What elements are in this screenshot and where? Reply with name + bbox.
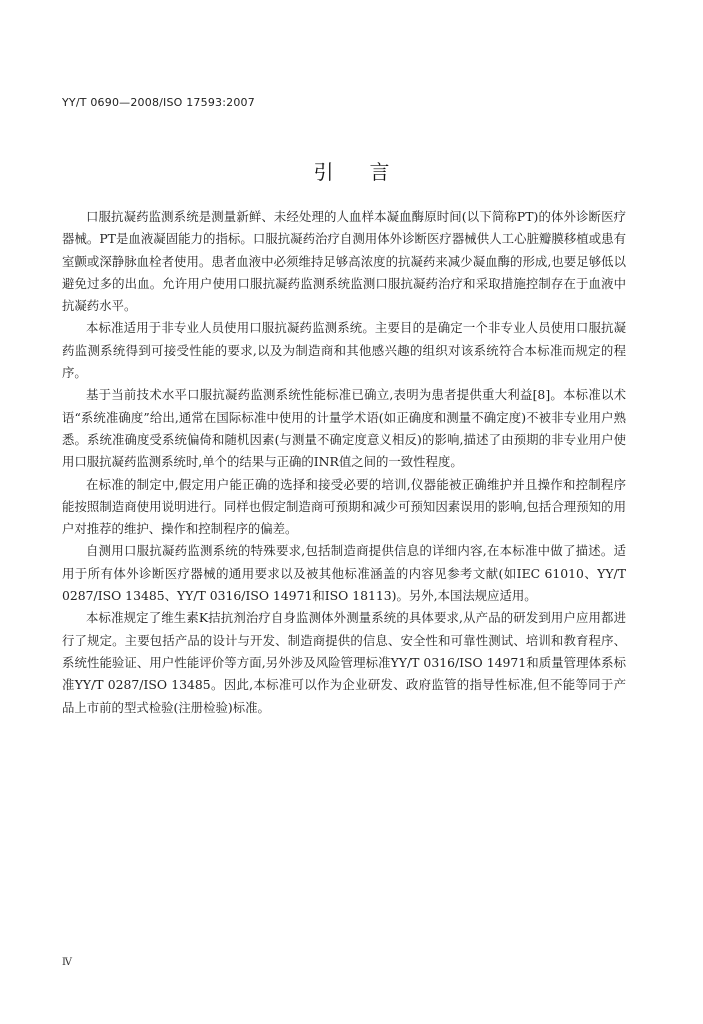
paragraph-4: 在标准的制定中,假定用户能正确的选择和接受必要的培训,仪器能被正确维护并且操作和控制程序能按照制造商使用说明进行。同样也假定制造商可预期和减少可预知因素误用的影响,包括合理预知的用户对推荐的维护、操作和控制程序的偏差。 bbox=[62, 476, 626, 537]
paragraph-6: 本标准规定了维生素K拮抗剂治疗自身监测体外测量系统的具体要求,从产品的研发到用户应用都进行了规定。主要包括产品的设计与开发、制造商提供的信息、安全性和可靠性测试、培训和教育程序、系统性能验证、用户性能评价等方面,另外涉及风险管理标准YY/T 0316/ISO 14971和质量管理体系标准YY/T 0287/ISO 13485。因此,本标准可以作为企业研发、政府监管的指导性标准,但不能等同于产品上市前的型式检验(注册检验)标准。 bbox=[62, 610, 626, 715]
introduction-body bbox=[62, 206, 626, 719]
paragraph-3: 基于当前技术水平口服抗凝药监测系统性能标准已确立,表明为患者提供重大利益[8]。本标准以术语“系统准确度”给出,通常在国际标准中使用的计量学术语(如正确度和测量不确定度)不被非专业用户熟悉。系统准确度受系统偏倚和随机因素(与测量不确定度意义相反)的影响,描述了由预期的非专业用户使用口服抗凝药监测系统时,单个的结果与正确的INR值之间的一致性程度。 bbox=[62, 387, 626, 470]
standard-code-header: YY/T 0690—2008/ISO 17593:2007 bbox=[62, 96, 255, 109]
paragraph-1: 口服抗凝药监测系统是测量新鲜、未经处理的人血样本凝血酶原时间(以下简称PT)的体外诊断医疗器械。PT是血液凝固能力的指标。口服抗凝药治疗自测用体外诊断医疗器械供人工心脏瓣膜移植或患有室颤或深静脉血栓者使用。患者血液中必须维持足够高浓度的抗凝药来减少凝血酶的形成,也要足够低以避免过多的出血。允许用户使用口服抗凝药监测系统监测口服抗凝药治疗和采取措施控制存在于血液中抗凝药水平。 bbox=[62, 209, 626, 314]
paragraph-5: 自测用口服抗凝药监测系统的特殊要求,包括制造商提供信息的详细内容,在本标准中做了描述。适用于所有体外诊断医疗器械的通用要求以及被其他标准涵盖的内容见参考文献(如IEC 61010、YY/T 0287/ISO 13485、YY/T 0316/ISO 14971和ISO 18113)。另外,本国法规应适用。 bbox=[62, 543, 626, 604]
page-number: Ⅳ bbox=[62, 957, 72, 968]
page-title: 引言 bbox=[313, 160, 426, 184]
paragraph-2: 本标准适用于非专业人员使用口服抗凝药监测系统。主要目的是确定一个非专业人员使用口服抗凝药监测系统得到可接受性能的要求,以及为制造商和其他感兴趣的组织对该系统符合本标准而规定的程序。 bbox=[62, 320, 626, 381]
